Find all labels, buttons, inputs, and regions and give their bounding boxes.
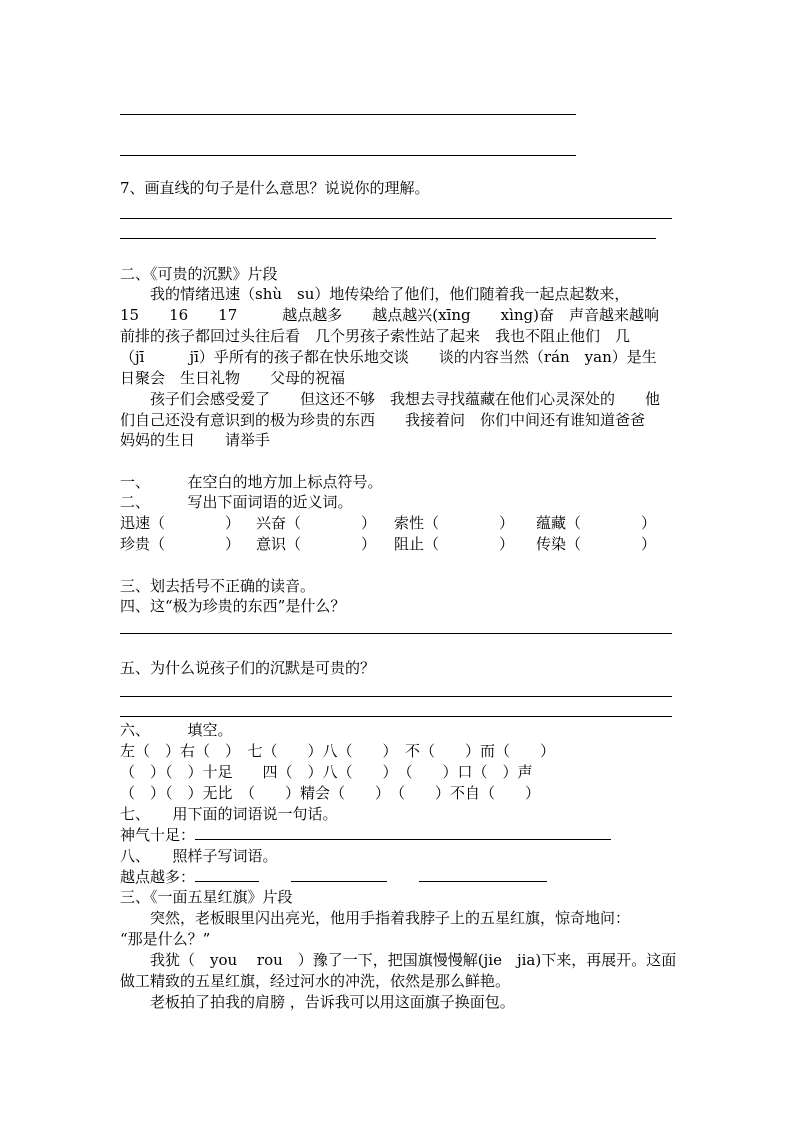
answer-line <box>120 114 576 115</box>
answer-line <box>120 218 672 219</box>
passage-line: 日聚会 生日礼物 父母的祝福 <box>120 369 346 387</box>
question-7: 7、画直线的句子是什么意思？说说你的理解。 <box>120 179 430 197</box>
answer-blank <box>419 867 547 882</box>
passage-line: 们自己还没有意识到的极为珍贵的东西 我接着问 你们中间还有谁知道爸爸 <box>120 411 646 429</box>
passage-line: 我犹（ you rou ）豫了一下，把国旗慢慢解(jie jia)下来，再展开。这面 <box>150 951 677 969</box>
synonym-item: 蕴藏（ ） <box>536 514 657 532</box>
synonym-item: 意识（ ） <box>256 535 377 553</box>
passage-line: “那是什么？” <box>120 930 211 948</box>
passage-line: 老板拍了拍我的肩膀 ，告诉我可以用这面旗子换面包。 <box>150 993 515 1011</box>
answer-line <box>120 696 672 697</box>
passage-line: 孩子们会感受爱了 但这还不够 我想去寻找蕴藏在他们心灵深处的 他 <box>150 390 661 408</box>
question-5: 五、为什么说孩子们的沉默是可贵的？ <box>120 659 376 677</box>
question-6: 六、 填空。 <box>120 721 233 739</box>
sentence-word: 神气十足： <box>120 826 196 844</box>
fill-line: 左（ ）右（ ） 七（ ）八（ ） 不（ ）而（ ） <box>120 742 556 760</box>
question-3: 三、划去括号不正确的读音。 <box>120 577 316 595</box>
sentence-prompt <box>120 825 611 845</box>
fill-line: （ ）（ ）十足 四（ ）八（ ） （ ）口（ ）声 <box>120 763 533 781</box>
answer-line <box>120 155 576 156</box>
synonym-item: 索性（ ） <box>394 514 515 532</box>
question-7b: 七、 用下面的词语说一句话。 <box>120 805 338 823</box>
question-8: 八、 照样子写词语。 <box>120 847 278 865</box>
answer-line <box>120 238 656 239</box>
section-2-title: 二、《可贵的沉默》片段 <box>120 265 278 283</box>
question-2: 二、 写出下面词语的近义词。 <box>120 493 353 511</box>
answer-blank <box>195 867 259 882</box>
passage-line: 15 16 17 越点越多 越点越兴(xīng xìng)奋 声音越来越响 <box>120 306 660 324</box>
passage-line: 妈妈的生日 请举手 <box>120 431 271 449</box>
question-4: 四、这“极为珍贵的东西”是什么？ <box>120 597 346 615</box>
answer-line <box>120 716 672 717</box>
answer-line <box>120 633 672 634</box>
passage-line: 做工精致的五星红旗，经过河水的冲洗，依然是那么鲜艳。 <box>120 972 511 990</box>
synonym-item: 传染（ ） <box>536 535 657 553</box>
pattern-prompt <box>120 867 547 887</box>
synonym-item: 珍贵（ ） <box>120 535 241 553</box>
answer-blank <box>195 825 611 840</box>
fill-line: （ ）（ ）无比 （ ）精会（ ） （ ）不自（ ） <box>120 784 541 802</box>
passage-line: （jī jī）乎所有的孩子都在快乐地交谈 谈的内容当然（rán yan）是生 <box>120 348 657 366</box>
passage-line: 前排的孩子都回过头往后看 几个男孩子索性站了起来 我也不阻止他们 几 <box>120 327 631 345</box>
passage-line: 突然，老板眼里闪出亮光，他用手指着我脖子上的五星红旗，惊奇地问： <box>150 909 631 927</box>
pattern-word: 越点越多： <box>120 868 196 886</box>
section-3-title: 三、《一面五星红旗》片段 <box>120 888 293 906</box>
answer-blank <box>291 867 387 882</box>
synonym-item: 阻止（ ） <box>394 535 515 553</box>
passage-line: 我的情绪迅速（shù su）地传染给了他们，他们随着我一起点起数来， <box>150 285 630 303</box>
synonym-item: 兴奋（ ） <box>256 514 377 532</box>
synonym-item: 迅速（ ） <box>120 514 241 532</box>
question-1: 一、 在空白的地方加上标点符号。 <box>120 473 383 491</box>
